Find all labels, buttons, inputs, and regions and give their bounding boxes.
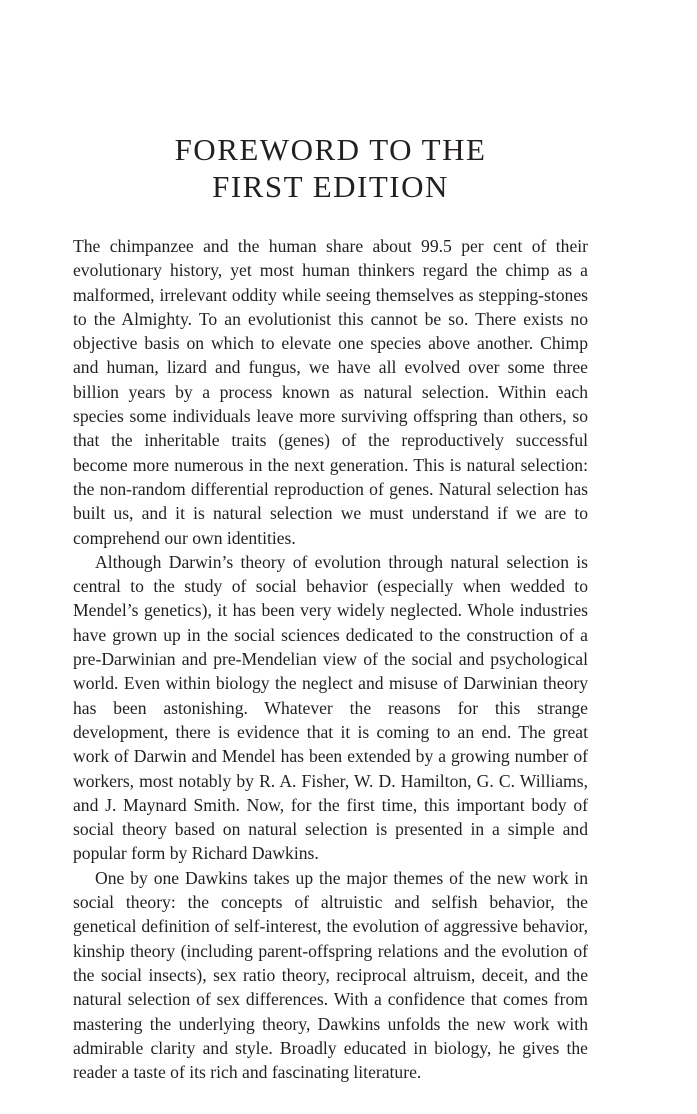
- chapter-title-line-1: FOREWORD TO THE: [174, 132, 487, 167]
- paragraph-2: Although Darwin’s theory of evolution through natural selection is central to the study of social behavior (especially when wedded to Mendel’s genetics), it has been very widely neglected. Whole industries have grown up in the social sciences dedicated to the construction of a pre-Darwinian and pre-Mendelian view of the social and psychological world. Even within biology the neglect and misuse of Darwinian theory has been astonishing. Whatever the reasons for this strange development, there is evidence that it is coming to an end. The great work of Darwin and Mendel has been extended by a growing number of workers, most notably by R. A. Fisher, W. D. Hamilton, G. C. Williams, and J. Maynard Smith. Now, for the first time, this important body of social theory based on natural selection is presented in a simple and popular form by Richard Dawkins.: [73, 551, 588, 864]
- chapter-title-line-2: FIRST EDITION: [212, 169, 449, 204]
- body-text: [73, 234, 588, 1084]
- paragraph-1: The chimpanzee and the human share about 99.5 per cent of their evolutionary history, yet most human thinkers regard the chimp as a malformed, irrelevant oddity while seeing themselves as stepping-stones to the Almighty. To an evolutionist this cannot be so. There exists no objective basis on which to elevate one species above another. Chimp and human, lizard and fungus, we have all evolved over some three billion years by a process known as natural selection. Within each species some individuals leave more surviving offspring than others, so that the inheritable traits (genes) of the reproductively successful become more numerous in the next generation. This is natural selection: the non-random differential reproduction of genes. Natural selection has built us, and it is natural selection we must understand if we are to comprehend our own identities.: [73, 236, 588, 548]
- paragraph-3: One by one Dawkins takes up the major themes of the new work in social theory: the concepts of altruistic and selfish behavior, the genetical definition of self-interest, the evolution of aggressive behavior, kinship theory (including parent-offspring relations and the evolution of the social insects), sex ratio theory, reciprocal altruism, deceit, and the natural selection of sex differences. With a confidence that comes from mastering the underlying theory, Dawkins unfolds the new work with admirable clarity and style. Broadly educated in biology, he gives the reader a taste of its rich and fascinating literature.: [73, 867, 588, 1083]
